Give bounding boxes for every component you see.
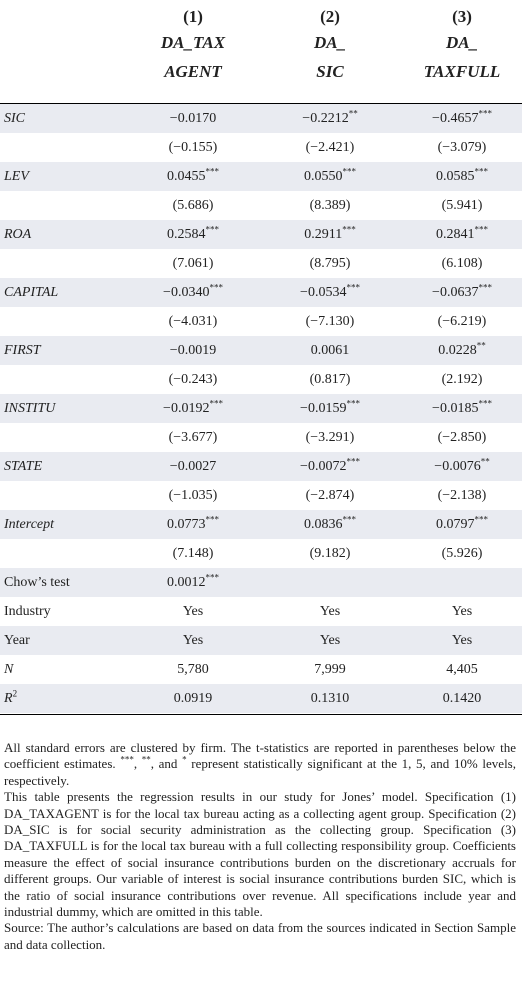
table-row: [0, 220, 522, 249]
col2-number: (2): [320, 7, 340, 26]
table-row: [0, 452, 522, 481]
cell-col2: (−7.130): [305, 314, 355, 329]
note-significance: All standard errors are clustered by firm. The t-statistics are reported in parentheses below the coefficient estimates. ***, **, and * represent statistically significant at the 1, 5, and 10% levels, respectively.: [4, 740, 516, 788]
cell-col1: Yes: [182, 604, 204, 619]
cell-col3: −0.0076**: [434, 456, 490, 474]
note-source: Source: The author’s calculations are based on data from the sources indicated in Section Sample and data collection.: [4, 920, 516, 952]
table-row: [0, 510, 522, 539]
cell-col3: 0.2841***: [436, 224, 488, 242]
cell-col2: (−2.421): [305, 140, 355, 155]
cell-col3: [402, 568, 522, 597]
cell-col2: Yes: [319, 604, 341, 619]
cell-col1: (−1.035): [168, 488, 218, 503]
cell-col1: (−0.243): [168, 372, 218, 387]
note-description: This table presents the regression results in our study for Jones’ model. Specification (1) DA_TAXAGENT is for the local tax bureau acting as a collecting agent group. Specification (2) DA_SIC is for social security administration as the collecting group. Specification (3) DA_TAXFULL is for the local tax bureau with a full collecting responsibility group. Coefficients measure the effect of social insurance contributions burden on the discretionary accruals for different groups. Our variable of interest is social insurance contributions burden SIC, which is the ratio of social insurance contributions over revenue. All specifications include year and industrial dummy, which are omitted in this table.: [4, 789, 516, 920]
cell-col3: 0.1420: [442, 691, 482, 706]
cell-col2: (8.795): [309, 256, 351, 271]
row-label: INSTITU: [4, 401, 56, 416]
row-label: Intercept: [4, 517, 55, 532]
cell-col2: −0.0534***: [300, 282, 360, 300]
col1-title-line1: DA_TAX: [160, 33, 226, 52]
table-row: [0, 249, 522, 278]
cell-col3: (−3.079): [437, 140, 487, 155]
table-bottom-rule: [0, 714, 522, 715]
significance-stars: ***: [342, 166, 356, 177]
cell-col3: Yes: [451, 633, 473, 648]
table-notes: [4, 740, 516, 953]
cell-col3: (−2.138): [437, 488, 487, 503]
significance-stars: ***: [474, 224, 488, 235]
significance-stars: **: [480, 456, 490, 467]
cell-col3: (2.192): [441, 372, 483, 387]
row-label: FIRST: [4, 343, 41, 358]
cell-col2: −0.2212**: [302, 108, 358, 126]
cell-col1: (−4.031): [168, 314, 218, 329]
table-row: [0, 365, 522, 394]
col3-title-line2: TAXFULL: [423, 62, 501, 81]
significance-stars: ***: [205, 224, 219, 235]
cell-col1: −0.0340***: [163, 282, 223, 300]
col1-title-line2: AGENT: [164, 62, 222, 81]
cell-col3: 4,405: [446, 662, 478, 677]
cell-col3: (−6.219): [437, 314, 487, 329]
cell-col2: (−3.291): [305, 430, 355, 445]
significance-stars: ***: [205, 572, 219, 583]
cell-col2: −0.0072***: [300, 456, 360, 474]
cell-col2: (−2.874): [305, 488, 355, 503]
col2-title-line2: SIC: [316, 62, 344, 81]
col3-number: (3): [452, 7, 472, 26]
table-row: [0, 423, 522, 452]
cell-col1: −0.0027: [169, 459, 217, 474]
cell-col1: (7.148): [172, 546, 214, 561]
row-label: LEV: [4, 169, 29, 184]
cell-col2: 7,999: [314, 662, 346, 677]
row-label: Industry: [4, 604, 51, 619]
cell-col1: 0.2584***: [167, 224, 219, 242]
cell-col3: 0.0585***: [436, 166, 488, 184]
cell-col2: 0.1310: [310, 691, 350, 706]
significance-stars: ***: [205, 514, 219, 525]
cell-col1: (7.061): [172, 256, 214, 271]
cell-col1: 0.0919: [173, 691, 213, 706]
cell-col1: 0.0455***: [167, 166, 219, 184]
col3-title-line1: DA_: [445, 33, 479, 52]
table-row: [0, 162, 522, 191]
significance-stars: ***: [205, 166, 219, 177]
row-label: SIC: [4, 111, 25, 126]
cell-col3: Yes: [451, 604, 473, 619]
significance-stars: ***: [346, 398, 360, 409]
cell-col2: [270, 568, 390, 597]
cell-col3: −0.4657***: [432, 108, 492, 126]
table-row: [0, 597, 522, 626]
cell-col3: −0.0185***: [432, 398, 492, 416]
cell-col2: (9.182): [309, 546, 351, 561]
cell-col3: (5.926): [441, 546, 483, 561]
table-row: [0, 684, 522, 713]
significance-stars: ***: [342, 224, 356, 235]
cell-col1: −0.0170: [169, 111, 217, 126]
table-row: [0, 104, 522, 133]
cell-col1: Yes: [182, 633, 204, 648]
table-row: [0, 336, 522, 365]
significance-stars: ***: [346, 282, 360, 293]
cell-col2: (0.817): [309, 372, 351, 387]
significance-stars: **: [476, 340, 486, 351]
significance-stars: ***: [478, 282, 492, 293]
significance-stars: ***: [209, 282, 223, 293]
cell-col1: (−0.155): [168, 140, 218, 155]
cell-col2: 0.2911***: [304, 224, 356, 242]
cell-col2: 0.0836***: [304, 514, 356, 532]
row-label: Chow’s test: [4, 575, 70, 590]
cell-col3: 0.0228**: [438, 340, 486, 358]
cell-col1: (−3.677): [168, 430, 218, 445]
table-row: [0, 307, 522, 336]
cell-col3: 0.0797***: [436, 514, 488, 532]
cell-col3: −0.0637***: [432, 282, 492, 300]
table-row: [0, 394, 522, 423]
significance-stars: ***: [478, 398, 492, 409]
cell-col1: (5.686): [172, 198, 214, 213]
cell-col1: 5,780: [177, 662, 209, 677]
row-label: $R^2$: [4, 688, 18, 706]
cell-col1: 0.0012***: [167, 572, 219, 590]
row-label: N: [4, 662, 14, 677]
significance-stars: ***: [346, 456, 360, 467]
significance-stars: ***: [478, 108, 492, 119]
table-row: [0, 481, 522, 510]
table-row: [0, 278, 522, 307]
cell-col1: −0.0019: [169, 343, 217, 358]
table-row: [0, 568, 522, 597]
cell-col2: −0.0159***: [300, 398, 360, 416]
cell-col2: 0.0061: [310, 343, 350, 358]
table-row: [0, 133, 522, 162]
cell-col3: (5.941): [441, 198, 483, 213]
cell-col1: 0.0773***: [167, 514, 219, 532]
col1-number: (1): [183, 7, 203, 26]
table-row: [0, 191, 522, 220]
col2-title-line1: DA_: [313, 33, 347, 52]
significance-stars: **: [348, 108, 358, 119]
cell-col2: 0.0550***: [304, 166, 356, 184]
row-label: STATE: [4, 459, 43, 474]
significance-stars: ***: [342, 514, 356, 525]
table-row: [0, 626, 522, 655]
cell-col3: (6.108): [441, 256, 483, 271]
significance-stars: ***: [474, 166, 488, 177]
cell-col2: (8.389): [309, 198, 351, 213]
cell-col3: (−2.850): [437, 430, 487, 445]
table-row: [0, 539, 522, 568]
significance-stars: ***: [209, 398, 223, 409]
row-label: CAPITAL: [4, 285, 59, 300]
row-label: ROA: [4, 227, 32, 242]
significance-stars: ***: [474, 514, 488, 525]
row-label: Year: [4, 633, 30, 648]
cell-col1: −0.0192***: [163, 398, 223, 416]
cell-col2: Yes: [319, 633, 341, 648]
table-row: [0, 655, 522, 684]
